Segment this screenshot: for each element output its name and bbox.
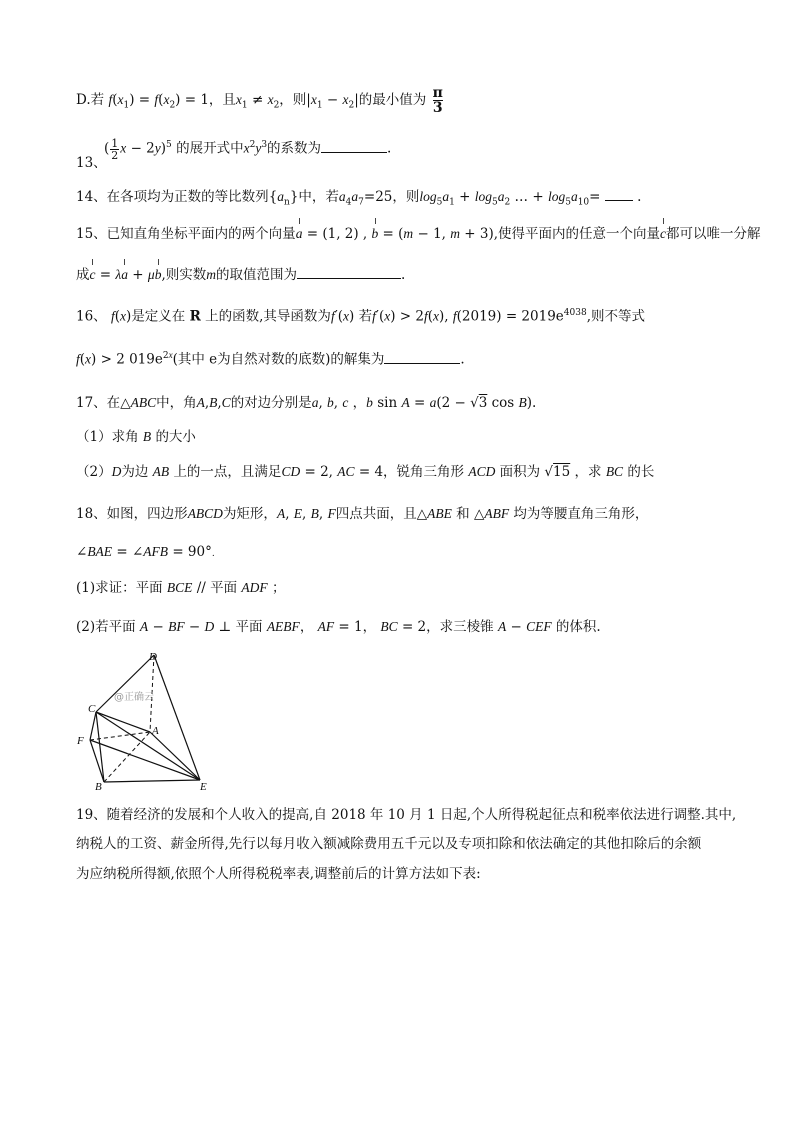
- edge-fe: [90, 740, 200, 780]
- label-d: D: [149, 651, 157, 663]
- option-d-line: D.若 $f(x_1) = f(x_2) = 1$，且$x_1 \ne x_2$，则$|x_1 - x_2|$的最小值为 $\frac{\pi}{3}$: [76, 85, 443, 116]
- label-f: F: [77, 735, 84, 747]
- edge-ae: [150, 732, 200, 780]
- q15-answer-blank[interactable]: [297, 264, 401, 279]
- q14-line: 14、在各项均为正数的等比数列$\{a_n\}$中，若$a_4a_7=25$，则$\log_5a_1 + \log_5a_2$ … + $\log_5a_{10}=$ .: [76, 186, 641, 213]
- q18-angle: ∠BAE = ∠AFB = 90°.: [76, 544, 215, 560]
- q16-line2: f(x) > 2 $019e^{2x}$(其中 e为自然对数的底数)的解集为 .: [76, 350, 465, 368]
- edge-ce: [96, 712, 200, 780]
- watermark: @正确云: [114, 692, 154, 703]
- q17-line: 17、在△ABC中，角A,B,C的对边分别是a, b, c ，b sin A = a(2 − √3 cos B).: [76, 395, 537, 411]
- q15-line1: 15、已知直角坐标平面内的两个向量a = (1, 2) , b = (m − 1, m + 3),使得平面内的任意一个向量c都可以唯一分解: [76, 226, 761, 242]
- label-c: C: [88, 703, 96, 715]
- q14-answer-blank[interactable]: [605, 186, 633, 201]
- label-b: B: [95, 781, 102, 790]
- q18-line1: 18、如图，四边形ABCD为矩形，A, E, B, F四点共面，且△ABE 和 △ABF 均为等腰直角三角形，: [76, 506, 649, 522]
- edge-eb: [104, 780, 200, 782]
- q16-answer-blank[interactable]: [384, 349, 460, 364]
- q19-line2: 纳税人的工资、薪金所得,先行以每月收入额减除费用五千元以及专项扣除和依法确定的其他扣除后的余额: [76, 836, 702, 852]
- q17-part1: （1）求角 B 的大小: [76, 429, 196, 445]
- q13-answer-blank[interactable]: [321, 138, 387, 153]
- label-e: E: [200, 781, 207, 790]
- edge-de: [154, 655, 200, 780]
- q18-part2: (2)若平面 A − BF − D ⊥ 平面 AEBF， AF = 1， BC = 2，求三棱锥 A − CEF 的体积.: [76, 619, 601, 635]
- edge-fc: [90, 712, 96, 740]
- q18-part1: (1)求证：平面 BCE // 平面 ADF ；: [76, 580, 286, 596]
- edge-cd: [96, 655, 154, 712]
- q19-line3: 为应纳税所得额,依照个人所得税税率表,调整前后的计算方法如下表:: [76, 866, 481, 882]
- edge-ba-dashed: [104, 732, 150, 782]
- q19-line1: 19、随着经济的发展和个人收入的提高,自 2018 年 10 月 1 日起,个人所得税起征点和税率依法进行调整.其中,: [76, 807, 737, 823]
- q16-line1: 16、 f(x)是定义在 R 上的函数,其导函数为f′(x) 若f′(x) > 2f(x), $f(2019) = 2019e^{4038}$,则不等式: [76, 308, 645, 325]
- q13-expression: ( $\frac{1}{2}$ x − 2y)$^5$ 的展开式中$x^2y^3$的系数为 .: [104, 136, 392, 162]
- q15-line2: 成c = λa + μb,则实数m的取值范围为 .: [76, 264, 405, 285]
- pyramid-figure: [76, 650, 216, 790]
- q17-part2: （2）D为边 AB 上的一点，且满足CD = 2, AC = 4，锐角三角形 ACD 面积为 √15 ，求 BC 的长: [76, 464, 655, 480]
- pi-over-3: $\frac{\pi}{3}$: [432, 85, 443, 116]
- q13-number: 13、: [76, 155, 107, 171]
- label-a: A: [152, 725, 159, 737]
